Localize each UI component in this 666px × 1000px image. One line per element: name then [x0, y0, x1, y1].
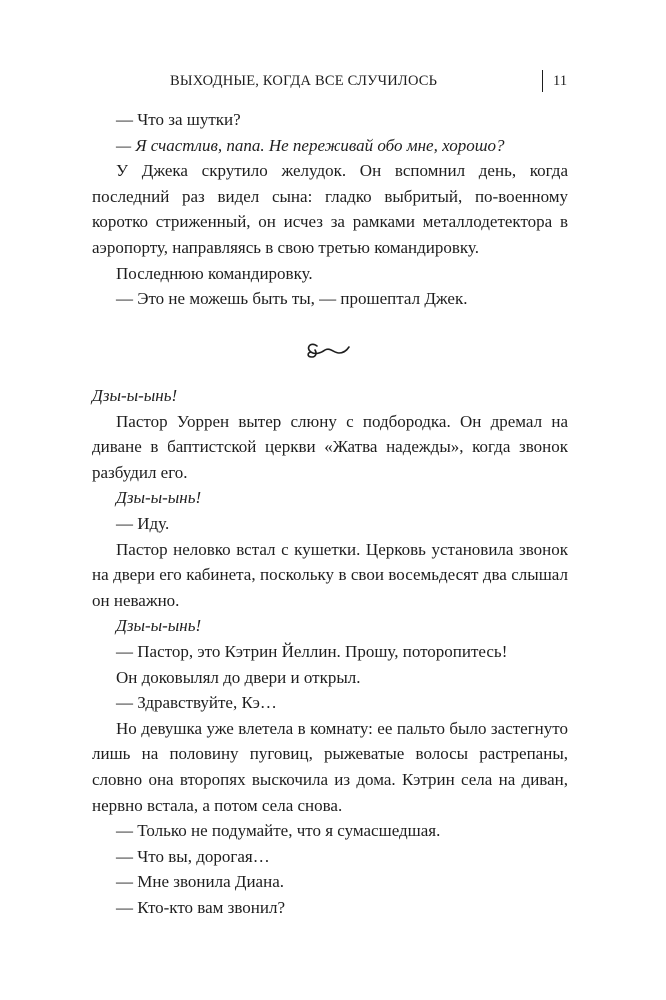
page-number: 11 [553, 73, 568, 89]
paragraph: Дзы-ы-ынь! [116, 616, 202, 636]
paragraph: Дзы-ы-ынь! [92, 386, 178, 405]
running-title: ВЫХОДНЫЕ, КОГДА ВСЕ СЛУЧИЛОСЬ [170, 73, 438, 89]
paragraph: — Только не подумайте, что я сумасшедшая. [116, 821, 441, 841]
paragraph: — Что за шутки? [116, 110, 241, 129]
paragraph: Дзы-ы-ынь! [116, 488, 202, 508]
paragraph: Пастор неловко встал с кушетки. Церковь установила звонок на двери его кабинета, поскольку в свои восемьдесят два слышал он неважно. [92, 539, 568, 610]
paragraph: — Я счастлив, папа. Не переживай обо мне, хорошо? [116, 135, 505, 155]
paragraph: — Мне звонила Диана. [116, 872, 284, 892]
paragraph: — Кто-кто вам звонил? [116, 897, 286, 917]
paragraph: — Пастор, это Кэтрин Йеллин. Прошу, поторопитесь! [116, 641, 508, 661]
running-header [0, 73, 666, 95]
paragraph: Он доковылял до двери и открыл. [116, 667, 361, 687]
text-block-2 [92, 383, 568, 920]
flourish-icon [303, 338, 363, 362]
paragraph: — Что вы, дорогая… [116, 846, 270, 866]
paragraph: — Иду. [116, 513, 170, 533]
paragraph: — Здравствуйте, Кэ… [116, 693, 277, 713]
paragraph: Но девушка уже влетела в комнату: ее пальто было застегнуто лишь на половину пуговиц, рыжеватые волосы растрепаны, словно она второпях выскочила из дома. Кэтрин села на диван, нервно встала, а потом села снова. [92, 718, 568, 815]
paragraph: У Джека скрутило желудок. Он вспомнил день, когда последний раз видел сына: гладко выбритый, по-военному коротко стриженный, он исчез за рамками металлодетектора в аэропорту, направляясь в свою третью командировку. [92, 161, 568, 257]
paragraph: Пастор Уоррен вытер слюну с подбородка. Он дремал на диване в баптистской церкви «Жатва надежды», когда звонок разбудил его. [92, 411, 568, 482]
header-divider [542, 70, 543, 92]
paragraph: — Это не можешь быть ты, — прошептал Джек. [116, 289, 468, 309]
paragraph: Последнюю командировку. [116, 263, 313, 283]
text-block-1 [92, 107, 568, 312]
